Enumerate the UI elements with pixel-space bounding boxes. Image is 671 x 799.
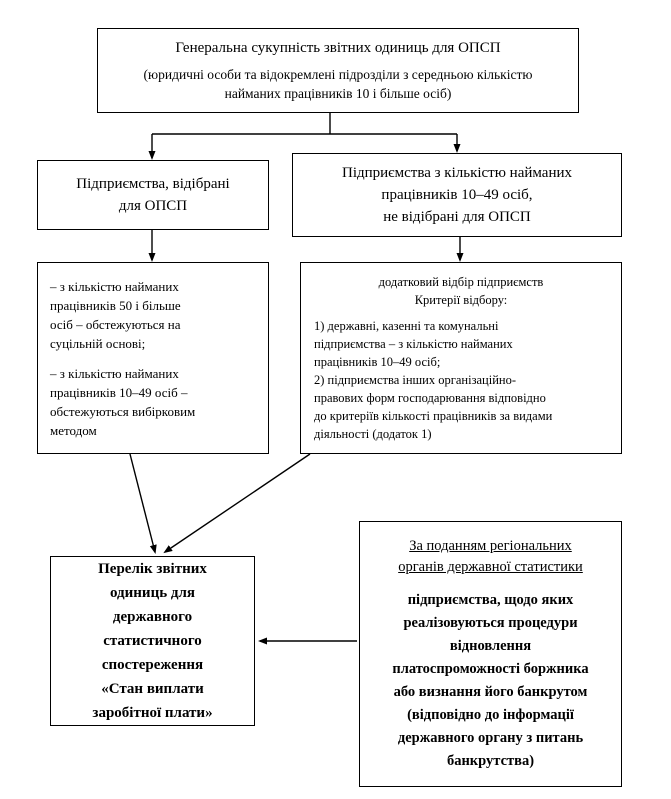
right-header1: додатковий відбір підприємств	[378, 275, 544, 289]
right-item2-line4: діяльності (додаток 1)	[314, 427, 432, 441]
notselected-line2: працівників 10–49 осіб,	[381, 187, 533, 203]
selected-line1: Підприємства, відібрані	[76, 176, 230, 192]
regional-header-line1: За поданням регіональних	[409, 537, 572, 554]
regional-body-line2: реалізовуються процедури	[403, 614, 578, 631]
regional-body-line4: платоспроможності боржника	[392, 660, 589, 677]
notselected-line3: не відібрані для ОПСП	[383, 209, 531, 225]
box-result-list	[50, 556, 255, 726]
regional-body-line6: (відповідно до інформації	[407, 706, 574, 723]
left-item1-line3: осіб – обстежуються на	[50, 316, 181, 332]
regional-body-line8: банкрутства)	[446, 752, 535, 769]
box-selected-enterprises	[37, 160, 269, 230]
box-right-criteria	[300, 262, 622, 454]
regional-body-line3: відновлення	[449, 637, 532, 654]
box-left-criteria	[37, 262, 269, 454]
regional-header-line2: органів державної статистики	[398, 558, 583, 575]
result-line6: «Стан виплати	[101, 681, 204, 697]
left-item2-line1: – з кількістю найманих	[50, 365, 179, 381]
box-not-selected-enterprises	[292, 153, 622, 237]
left-item1-line4: суцільній основі;	[50, 335, 146, 351]
right-item1-line2: підприємства – з кількістю найманих	[314, 337, 513, 351]
regional-body-line7: державного органу з питань	[397, 729, 584, 746]
result-line3: державного	[112, 609, 193, 625]
right-item2-line2: правових форм господарювання відповідно	[314, 391, 546, 405]
left-item2-line2: працівників 10–49 осіб –	[50, 384, 188, 400]
box-general-population	[97, 28, 579, 113]
left-item2-line3: обстежуються вибірковим	[50, 403, 196, 419]
left-item1-line2: працівників 50 і більше	[50, 297, 181, 313]
right-item2-line1: 2) підприємства інших організаційно-	[314, 373, 517, 387]
selected-line2: для ОПСП	[118, 198, 188, 214]
general-line3: найманих працівників 10 і більше осіб)	[224, 86, 452, 101]
right-header2: Критерії відбору:	[414, 293, 508, 307]
regional-body-line1: підприємства, щодо яких	[407, 591, 574, 608]
right-item1-line3: працівників 10–49 осіб;	[314, 355, 441, 369]
result-line1: Перелік звітних	[98, 561, 207, 577]
result-line7: заробітної плати»	[92, 705, 213, 721]
left-item2-line4: методом	[50, 422, 97, 438]
result-line2: одиниць для	[109, 585, 196, 601]
result-line5: спостереження	[101, 657, 204, 673]
regional-body-line5: або визнання його банкрутом	[393, 683, 588, 700]
right-item2-line3: до критеріїв кількості працівників за видами	[314, 409, 553, 423]
right-item1-line1: 1) державні, казенні та комунальні	[314, 319, 499, 333]
left-item1-line1: – з кількістю найманих	[50, 278, 179, 294]
general-line2: (юридичні особи та відокремлені підрозділи з середньою кількістю	[143, 67, 533, 82]
box-regional-submission	[359, 521, 622, 787]
notselected-line1: Підприємства з кількістю найманих	[341, 165, 573, 181]
general-line1: Генеральна сукупність звітних одиниць для ОПСП	[175, 40, 501, 56]
result-line4: статистичного	[103, 633, 202, 649]
